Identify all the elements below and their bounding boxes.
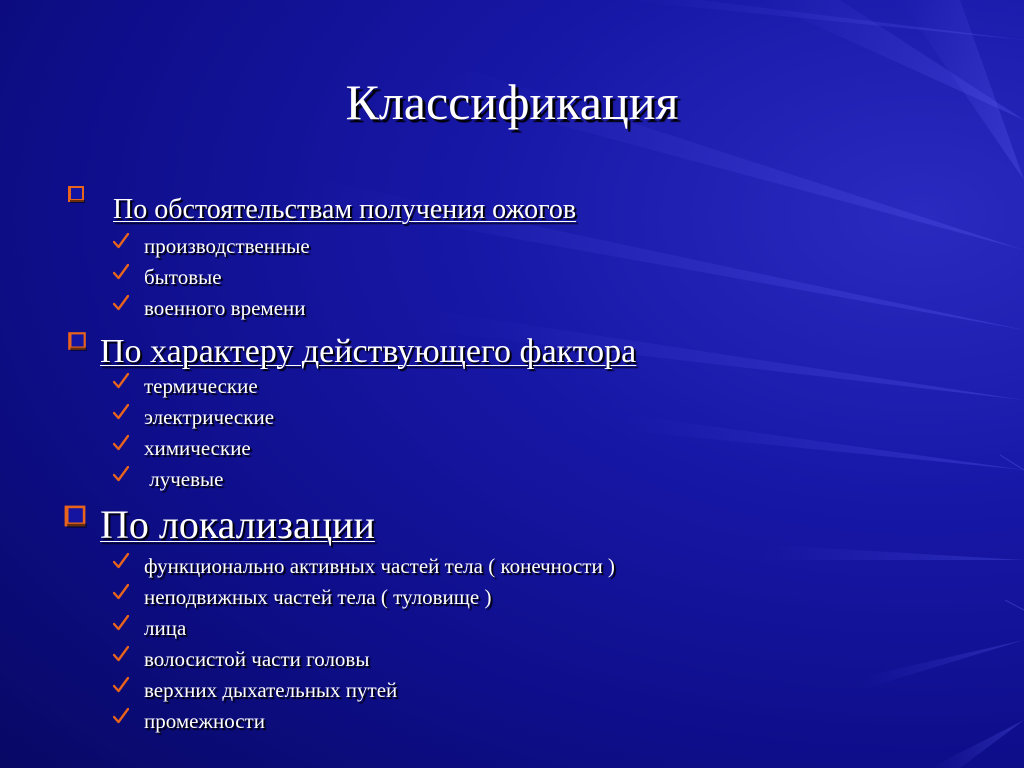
list-item: военного времени <box>144 296 306 320</box>
list-item: электрические <box>144 405 275 429</box>
list-item: лица <box>144 616 187 640</box>
checkmark-icon <box>113 435 129 451</box>
checkmark-icon <box>113 646 129 662</box>
checkmark-icon <box>113 677 129 693</box>
checkmark-icon <box>113 233 129 249</box>
list-item: функционально активных частей тела ( конечности ) <box>144 554 615 578</box>
list-item: термические <box>144 374 258 398</box>
hollow-square-bullet-icon <box>66 330 88 352</box>
section-heading-factor: По характеру действующего фактора <box>100 333 637 370</box>
checkmark-icon <box>113 404 129 420</box>
checkmark-icon <box>113 708 129 724</box>
list-item: верхних дыхательных путей <box>144 678 398 702</box>
checkmark-icon <box>113 373 129 389</box>
checkmark-icon <box>113 295 129 311</box>
list-item: промежности <box>144 709 265 733</box>
checkmark-icon <box>113 584 129 600</box>
checkmark-icon <box>113 615 129 631</box>
list-item: волосистой части головы <box>144 647 370 671</box>
section-heading-localization: По локализации <box>100 502 375 547</box>
list-item: неподвижных частей тела ( туловище ) <box>144 585 492 609</box>
list-item: производственные <box>144 234 310 258</box>
list-item: химические <box>144 436 251 460</box>
hollow-square-bullet-icon <box>66 184 86 204</box>
checkmark-icon <box>113 553 129 569</box>
section-heading-circumstances: По обстоятельствам получения ожогов <box>113 194 577 225</box>
list-item: лучевые <box>144 467 224 491</box>
checkmark-icon <box>113 264 129 280</box>
hollow-square-bullet-icon <box>62 503 88 529</box>
list-item: бытовые <box>144 265 222 289</box>
checkmark-icon <box>113 466 129 482</box>
slide-title: Классификация <box>345 74 679 130</box>
